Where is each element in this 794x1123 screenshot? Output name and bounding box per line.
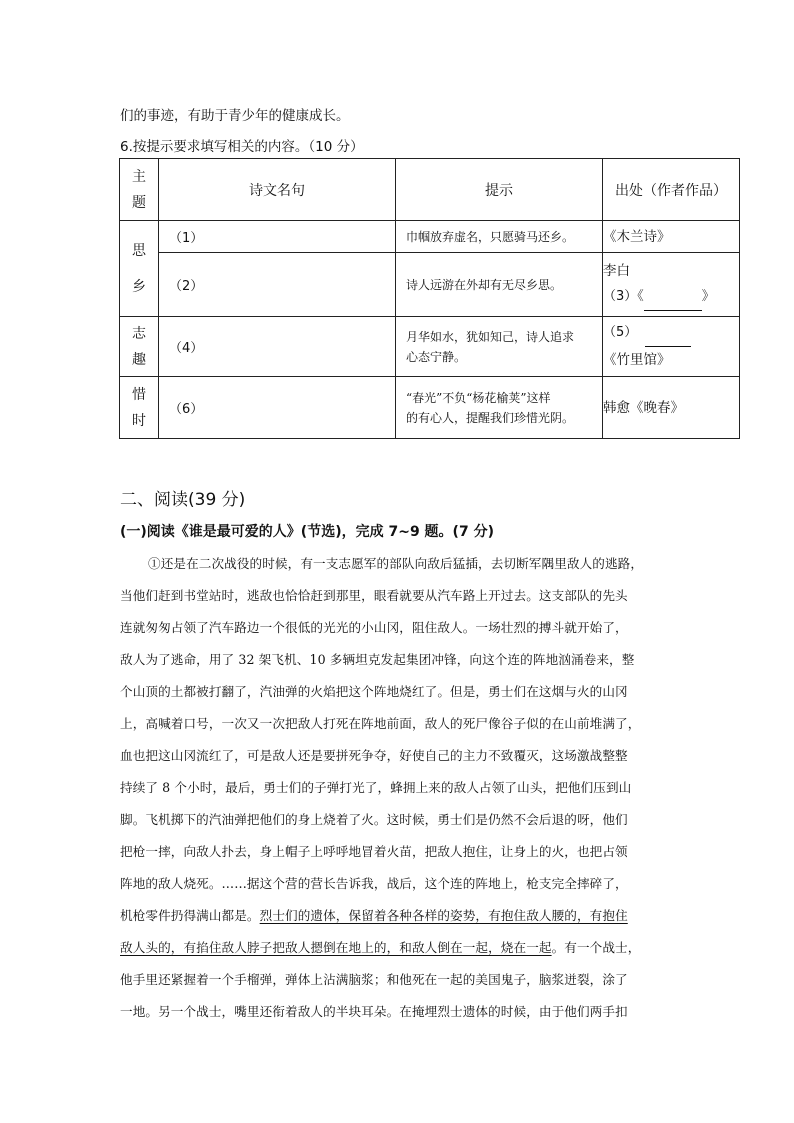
- poetry-table: [119, 158, 740, 439]
- header-theme: 主 题: [120, 159, 159, 221]
- hint-cell: 诗人远游在外却有无尽乡思。: [396, 253, 603, 317]
- theme-cell-homesick: 思 乡: [120, 221, 159, 317]
- question-6-prompt: 6.按提示要求填写相关的内容。（10 分）: [120, 139, 364, 155]
- section-2-subtitle: (一)阅读《谁是最可爱的人》(节选)，完成 7~9 题。(7 分): [120, 524, 494, 540]
- source-cell: 《木兰诗》: [603, 221, 740, 253]
- passage-line: 上，高喊着口号，一次又一次把敌人打死在阵地前面，敌人的死尸像谷子似的在山前堆满了，: [120, 716, 641, 731]
- source-blank-3[interactable]: [644, 284, 702, 311]
- hint-cell: “春光”不负“杨花榆荚”这样 的有心人，提醒我们珍惜光阴。: [396, 377, 603, 439]
- source-cell: 韩愈《晚春》: [603, 377, 740, 439]
- passage-line: 脚。飞机掷下的汽油弹把他们的身上烧着了火。这时候，勇士们是仍然不会后退的呀，他们: [120, 812, 628, 827]
- table-header-row: [120, 159, 740, 221]
- section-2-title: 二、阅读(39 分): [120, 490, 246, 510]
- passage-line: 敌人头的，有掐住敌人脖子把敌人摁倒在地上的，和敌人倒在一起，烧在一起。有一个战士，: [120, 940, 641, 955]
- theme-cell-time: 惜 时: [120, 377, 159, 439]
- table-row: [120, 377, 740, 439]
- poem-blank-6[interactable]: （6）: [159, 377, 396, 439]
- underlined-sentence: 烈士们的遗体，保留着各种各样的姿势，有抱住敌人腰的，有抱住: [259, 908, 628, 923]
- hint-cell: 月华如水，犹如知己，诗人追求 心态宁静。: [396, 317, 603, 377]
- table-row: [120, 317, 740, 377]
- poem-blank-1[interactable]: （1）: [159, 221, 396, 253]
- passage-line: 当他们赶到书堂站时，逃敌也恰恰赶到那里，眼看就要从汽车路上开过去。这支部队的先头: [120, 588, 628, 603]
- passage-line: ①还是在二次战役的时候，有一支志愿军的部队向敌后猛插，去切断军隅里敌人的逃路，: [148, 556, 644, 571]
- underlined-sentence: 敌人头的，有掐住敌人脖子把敌人摁倒在地上的，和敌人倒在一起，烧在一起: [120, 940, 552, 955]
- passage-line: 机枪零件扔得满山都是。烈士们的遗体，保留着各种各样的姿势，有抱住敌人腰的，有抱住: [120, 908, 628, 923]
- passage-line: 血也把这山冈流红了，可是敌人还是要拼死争夺，好使自己的主力不致覆灭，这场激战整整: [120, 748, 628, 763]
- table-row: [120, 253, 740, 317]
- intro-line: 们的事迹，有助于青少年的健康成长。: [120, 108, 350, 124]
- passage-line: 敌人为了逃命，用了 32 架飞机、10 多辆坦克发起集团冲锋，向这个连的阵地汹涌卷来，整: [120, 652, 635, 667]
- passage-line: 持续了 8 个小时，最后，勇士们的子弹打光了，蜂拥上来的敌人占领了山头，把他们压到山: [120, 780, 632, 795]
- theme-cell-ambition: 志 趣: [120, 317, 159, 377]
- header-poem: 诗文名句: [159, 159, 396, 221]
- poem-blank-4[interactable]: （4）: [159, 317, 396, 377]
- header-source: 出处（作者作品）: [603, 159, 740, 221]
- source-cell: 李白 （3）《 》: [603, 253, 740, 317]
- passage-line: 把枪一摔，向敌人扑去，身上帽子上呼呼地冒着火苗，把敌人抱住，让身上的火，也把占领: [120, 844, 628, 859]
- passage-line: 他手里还紧握着一个手榴弹，弹体上沾满脑浆；和他死在一起的美国鬼子，脑浆迸裂，涂了: [120, 972, 628, 987]
- poem-blank-2[interactable]: （2）: [159, 253, 396, 317]
- hint-cell: 巾帼放弃虚名，只愿骑马还乡。: [396, 221, 603, 253]
- passage-line: 个山顶的土都被打翻了，汽油弹的火焰把这个阵地烧红了。但是，勇士们在这烟与火的山冈: [120, 684, 628, 699]
- passage-line: 连就匆匆占领了汽车路边一个很低的光光的小山冈，阻住敌人。一场壮烈的搏斗就开始了，: [120, 620, 628, 635]
- passage-line: 阵地的敌人烧死。……据这个营的营长告诉我，战后，这个连的阵地上，枪支完全摔碎了，: [120, 876, 628, 891]
- source-cell: （5） 《竹里馆》: [603, 317, 740, 377]
- table-row: [120, 221, 740, 253]
- source-blank-5[interactable]: [645, 320, 691, 347]
- header-hint: 提示: [396, 159, 603, 221]
- passage-line: 一地。另一个战士，嘴里还衔着敌人的半块耳朵。在掩埋烈士遗体的时候，由于他们两手扣: [120, 1004, 628, 1019]
